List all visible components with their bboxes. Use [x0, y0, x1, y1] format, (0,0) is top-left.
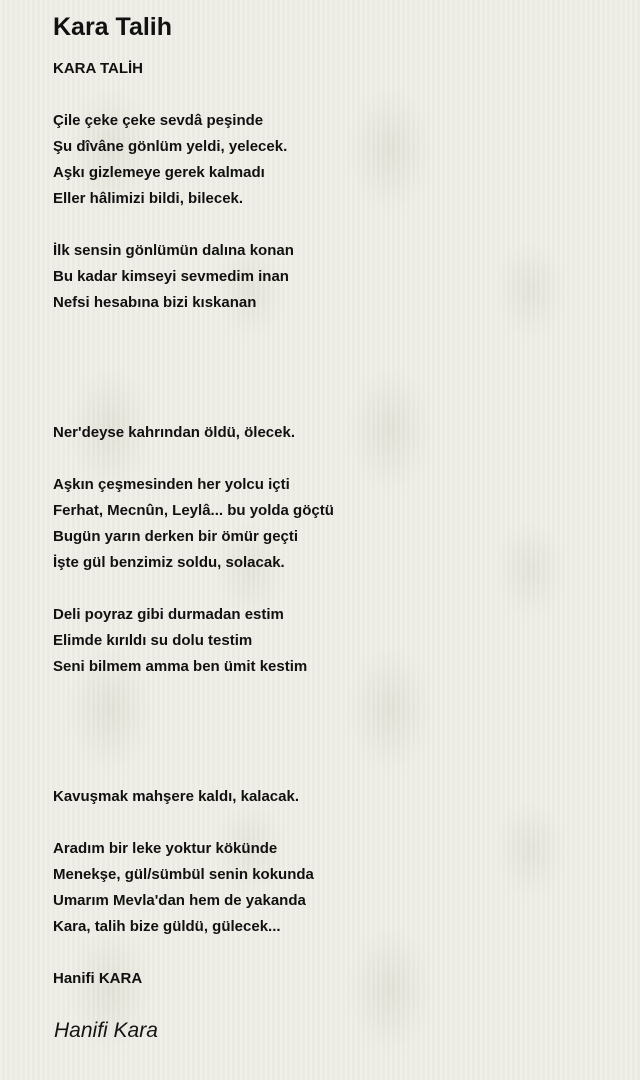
poem-line: KARA TALİH	[53, 60, 143, 77]
poem-line: Ner'deyse kahrından öldü, ölecek.	[53, 424, 295, 441]
poem-line: Çile çeke çeke sevdâ peşinde	[53, 112, 264, 129]
poem-line: Aşkı gizlemeye gerek kalmadı	[53, 164, 265, 181]
poem-line: Bu kadar kimseyi sevmedim inan	[53, 268, 289, 285]
poem-blank-line	[53, 446, 613, 472]
poem-line: Deli poyraz gibi durmadan estim	[53, 606, 284, 623]
poem-blank-line	[53, 810, 613, 836]
poem-blank-line	[53, 394, 613, 420]
poem-line: Ferhat, Mecnûn, Leylâ... bu yolda göçtü	[53, 502, 334, 519]
poem-line: Nefsi hesabına bizi kıskanan	[53, 294, 257, 311]
poem-title: Kara Talih	[53, 13, 173, 41]
poem-line: Hanifi KARA	[53, 970, 143, 987]
poem-line: Seni bilmem amma ben ümit kestim	[53, 658, 308, 675]
poem-line: Şu dîvâne gönlüm yeldi, yelecek.	[53, 138, 288, 155]
poem-blank-line	[53, 706, 613, 732]
poem-line: Menekşe, gül/sümbül senin kokunda	[53, 866, 314, 883]
poem-line: Aradım bir leke yoktur kökünde	[53, 840, 278, 857]
author-signature: Hanifi Kara	[54, 1019, 158, 1042]
poem-line: Kara, talih bize güldü, gülecek...	[53, 918, 281, 935]
poem-blank-line	[53, 368, 613, 394]
poem-blank-line	[53, 576, 613, 602]
poem-line: Eller hâlimizi bildi, bilecek.	[53, 190, 244, 207]
poem-blank-line	[53, 758, 613, 784]
poem-blank-line	[53, 316, 613, 342]
poem-line: Aşkın çeşmesinden her yolcu içti	[53, 476, 290, 493]
poem-blank-line	[53, 680, 613, 706]
poem-line: Bugün yarın derken bir ömür geçti	[53, 528, 299, 545]
poem-blank-line	[53, 342, 613, 368]
poem-body	[53, 56, 613, 992]
poem-line: İlk sensin gönlümün dalına konan	[53, 242, 294, 259]
poem-blank-line	[53, 212, 613, 238]
poem-card	[53, 10, 613, 992]
poem-blank-line	[53, 82, 613, 108]
poem-line: Elimde kırıldı su dolu testim	[53, 632, 253, 649]
poem-blank-line	[53, 732, 613, 758]
poem-line: Kavuşmak mahşere kaldı, kalacak.	[53, 788, 299, 805]
poem-line: Umarım Mevla'dan hem de yakanda	[53, 892, 306, 909]
poem-blank-line	[53, 940, 613, 966]
poem-line: İşte gül benzimiz soldu, solacak.	[53, 554, 285, 571]
